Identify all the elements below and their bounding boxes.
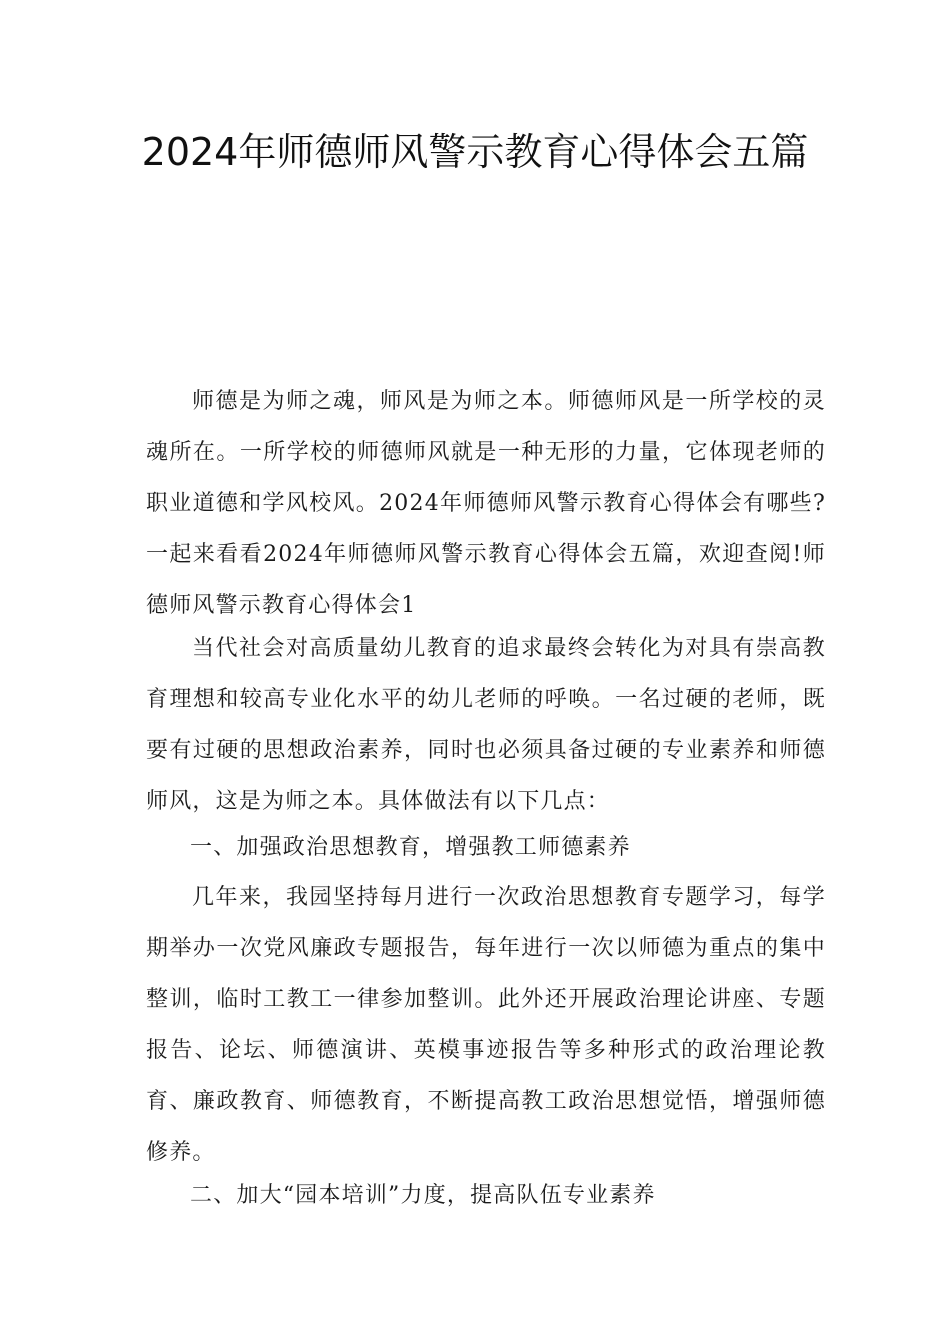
section-heading-1: 一、加强政治思想教育，增强教工师德素养 bbox=[190, 835, 631, 860]
body-paragraph: 当代社会对高质量幼儿教育的追求最终会转化为对具有崇高教育理想和较高专业化水平的幼儿老师的呼唤。一名过硬的老师，既要有过硬的思想政治素养，同时也必须具备过硬的专业素养和师德师风，这是为师之本。具体做法有以下几点： bbox=[146, 636, 826, 814]
intro-paragraph: 师德是为师之魂，师风是为师之本。师德师风是一所学校的灵魂所在。一所学校的师德师风就是一种无形的力量，它体现老师的职业道德和学风校风。2024年师德师风警示教育心得体会有哪些?一起来看看2024年师德师风警示教育心得体会五篇，欢迎查阅!师德师风警示教育心得体会1 bbox=[146, 389, 826, 618]
body-paragraph: 几年来，我园坚持每月进行一次政治思想教育专题学习，每学期举办一次党风廉政专题报告，每年进行一次以师德为重点的集中整训，临时工教工一律参加整训。此外还开展政治理论讲座、专题报告、论坛、师德演讲、英模事迹报告等多种形式的政治理论教育、廉政教育、师德教育，不断提高教工政治思想觉悟，增强师德修养。 bbox=[146, 885, 826, 1165]
section-heading-2: 二、加大“园本培训”力度，提高队伍专业素养 bbox=[190, 1183, 656, 1208]
document-title: 2024年师德师风警示教育心得体会五篇 bbox=[141, 130, 809, 174]
